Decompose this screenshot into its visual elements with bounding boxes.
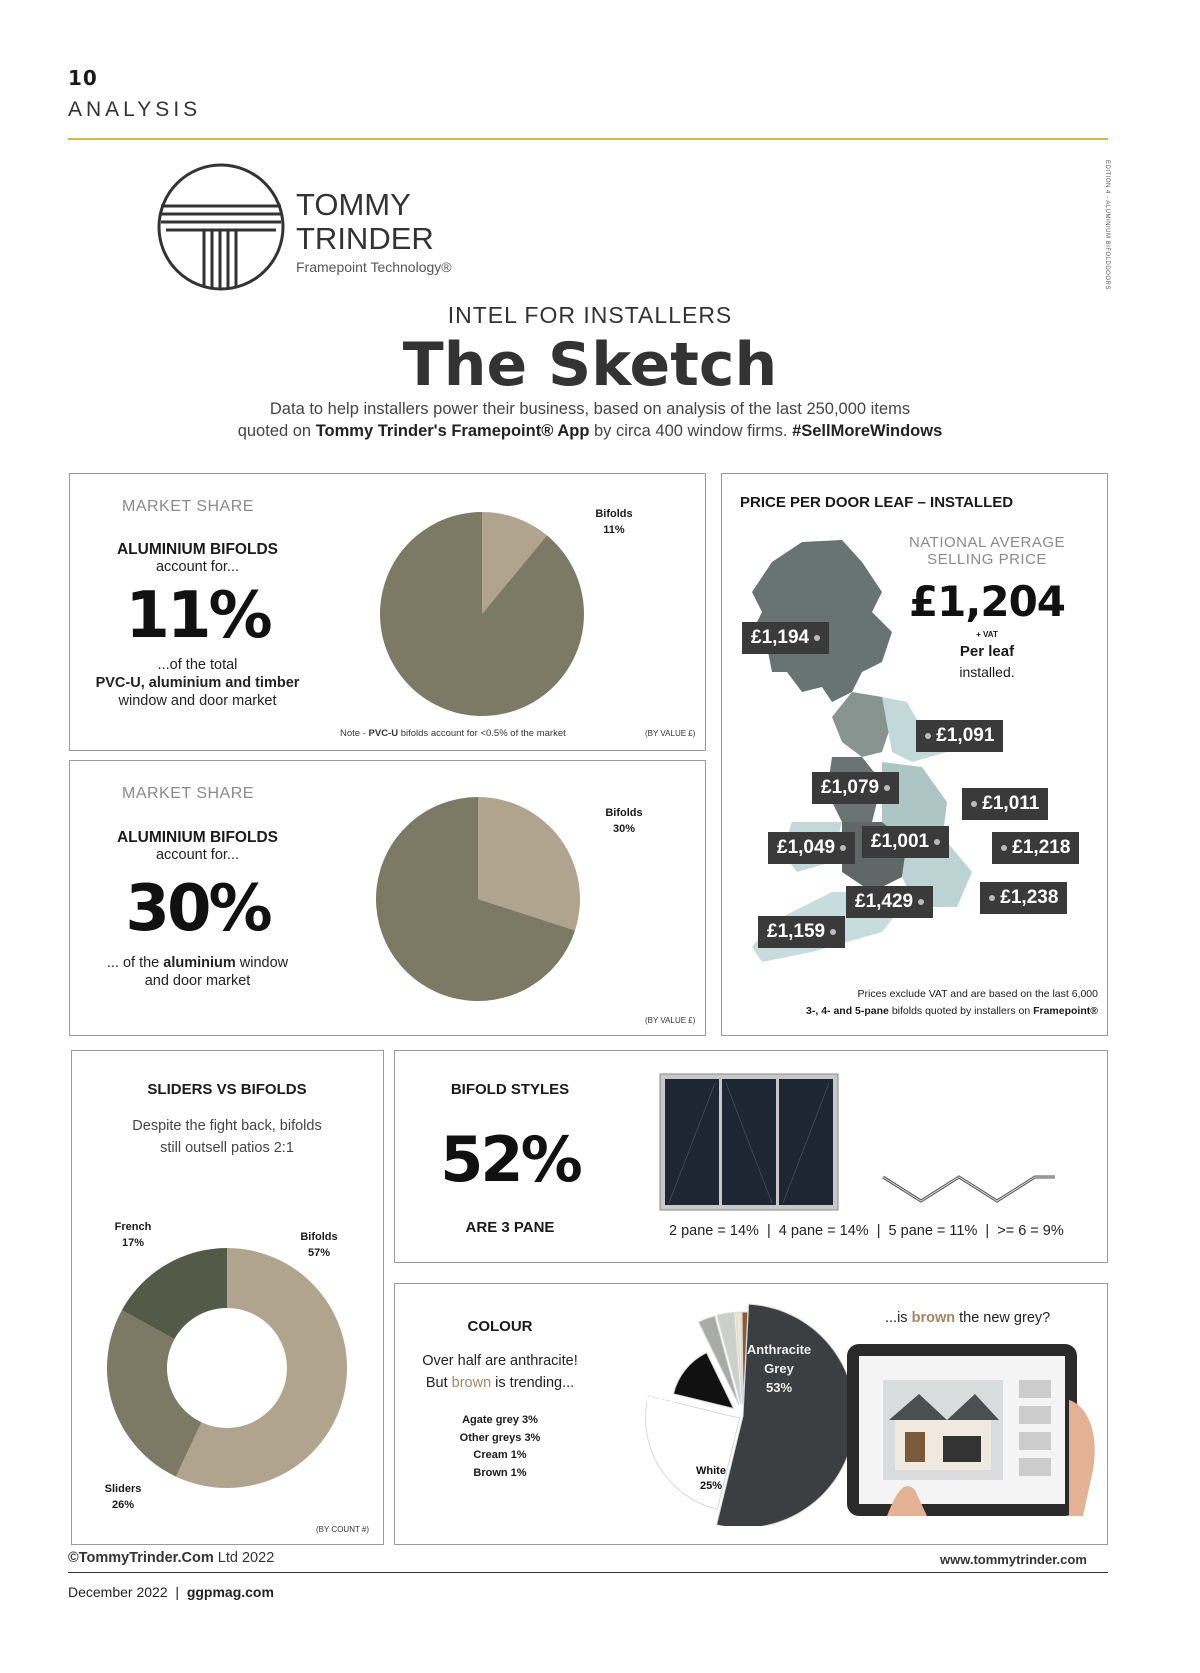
price-tag-south-west: [758, 916, 845, 948]
line-1: ...of the total: [157, 657, 238, 673]
panel-label: MARKET SHARE: [122, 785, 254, 802]
copyright: [68, 1550, 274, 1566]
logo-line-2: TRINDER: [296, 221, 434, 256]
colour-list-item: Other greys 3%: [459, 1431, 541, 1444]
pin-dot-icon: [918, 899, 924, 905]
intro-app-name: Tommy Trinder's Framepoint® App: [315, 422, 590, 440]
price-map-note: [742, 986, 1098, 1020]
pin-dot-icon: [934, 839, 940, 845]
note-part: bifolds account for <0.5% of the market: [398, 728, 566, 739]
label-name: French: [114, 1221, 152, 1233]
bifolds-slice-label: [582, 506, 646, 538]
national-average: [882, 534, 1092, 680]
price-map-panel: [721, 473, 1108, 1036]
note-bold: 3-, 4- and 5-pane: [806, 1005, 889, 1017]
line-2: and door market: [144, 973, 251, 989]
bifolds-slice-label: [592, 805, 656, 837]
big-value: 30%: [125, 872, 270, 946]
issue-date: [68, 1584, 274, 1600]
market-share-panel-1: [69, 473, 706, 751]
label-value: 26%: [111, 1499, 135, 1511]
price-value: £1,159: [767, 921, 826, 942]
account-for: account for...: [155, 847, 240, 863]
note-bold: Framepoint®: [1033, 1005, 1098, 1017]
price-value: £1,011: [982, 793, 1040, 814]
market-share-text: [80, 541, 315, 709]
account-for: account for...: [155, 559, 240, 575]
sub-part: is trending...: [491, 1375, 575, 1391]
line-part: ... of the: [106, 955, 164, 971]
label-line: Anthracite: [746, 1342, 812, 1357]
price-value: £1,001: [871, 831, 930, 852]
sliders-donut-chart: [104, 1245, 350, 1491]
logo-line-1: TOMMY: [296, 187, 411, 222]
label-line: Grey: [764, 1361, 794, 1376]
brown-highlight: brown: [911, 1310, 956, 1326]
price-tag-scotland: [742, 622, 829, 654]
price-value: £1,218: [1012, 837, 1071, 858]
folding-plan-icon: [879, 1169, 1061, 1209]
pvcu-note: [340, 728, 566, 739]
colour-list-item: Cream 1%: [473, 1449, 527, 1461]
panel-subtitle: [72, 1115, 382, 1159]
slice-value: 11%: [603, 524, 625, 536]
big-value: 52%: [440, 1123, 580, 1196]
panel-title: COLOUR: [467, 1318, 533, 1335]
by-value-note: (BY VALUE £): [645, 729, 696, 738]
logo-subtitle: Framepoint Technology®: [296, 259, 452, 275]
note-line-1: Prices exclude VAT and are based on the last 6,000: [857, 988, 1098, 1000]
panel-subtitle: ARE 3 PANE: [465, 1219, 555, 1236]
market-share-panel-2: [69, 760, 706, 1036]
pin-dot-icon: [971, 801, 977, 807]
tablet-app-icon: [843, 1340, 1105, 1530]
slice-name: Bifolds: [605, 807, 643, 819]
market-share-pie-1: [374, 506, 590, 722]
copyright-year: Ltd 2022: [213, 1550, 275, 1566]
slice-name: Bifolds: [595, 508, 633, 520]
price-value: £1,238: [1000, 887, 1059, 908]
national-price: £1,204: [908, 577, 1066, 626]
label-name: Sliders: [104, 1483, 142, 1495]
intro-line-2: [0, 420, 1180, 442]
black-label: [631, 1394, 691, 1424]
pin-dot-icon: [925, 733, 931, 739]
intro-part: by circa 400 window firms.: [589, 422, 793, 440]
price-value: £1,429: [855, 891, 914, 912]
date-text: December 2022 |: [68, 1584, 187, 1600]
colour-list-item: Agate grey 3%: [462, 1414, 538, 1426]
panel-subtitle: [395, 1350, 605, 1394]
big-value: 11%: [125, 579, 270, 653]
per-leaf: Per leaf: [959, 643, 1015, 660]
price-value: £1,049: [777, 837, 836, 858]
by-value-note: (BY VALUE £): [645, 1016, 696, 1025]
price-tag-north-west: [812, 772, 899, 804]
line-1: [80, 955, 315, 971]
price-tag-wales: [768, 832, 855, 864]
sliders-label: [98, 1481, 148, 1513]
by-count-note: (BY COUNT #): [316, 1525, 370, 1534]
kicker: INTEL FOR INSTALLERS: [447, 302, 733, 328]
installed: installed.: [959, 664, 1015, 680]
q-part: ...is: [885, 1310, 912, 1326]
pin-dot-icon: [989, 895, 995, 901]
pin-dot-icon: [884, 785, 890, 791]
footer-rule: [68, 1572, 1108, 1573]
intro-line-1: Data to help installers power their business, based on analysis of the last 250,000 items: [269, 400, 911, 418]
label-value: 53%: [765, 1380, 793, 1395]
brown-highlight: brown: [451, 1375, 492, 1391]
header-rule: [68, 138, 1108, 140]
intro-hashtag: #SellMoreWindows: [792, 422, 943, 440]
note-bold: PVC-U: [368, 728, 399, 739]
sub-line-1: Over half are anthracite!: [422, 1353, 578, 1369]
brown-question: [885, 1310, 1050, 1326]
nat-label-2: SELLING PRICE: [927, 551, 1047, 568]
pie-slice-other: [380, 512, 584, 716]
pane-breakdown: 2 pane = 14% | 4 pane = 14% | 5 pane = 11% | >= 6 = 9%: [669, 1223, 1064, 1239]
note-part: Note -: [340, 728, 369, 739]
subject: ALUMINIUM BIFOLDS: [116, 829, 278, 846]
panel-title: PRICE PER DOOR LEAF – INSTALLED: [740, 494, 1014, 511]
note-part: bifolds quoted by installers on: [888, 1005, 1034, 1017]
page-number: 10: [68, 66, 98, 90]
subject: ALUMINIUM BIFOLDS: [116, 541, 278, 558]
price-value: £1,194: [751, 627, 810, 648]
sliders-vs-bifolds-panel: [71, 1050, 384, 1545]
panel-label: MARKET SHARE: [122, 498, 254, 515]
price-tag-midlands: [862, 826, 949, 858]
label-value: 17%: [121, 1237, 145, 1249]
intro-text: [0, 398, 1180, 442]
colour-list-item: Brown 1%: [473, 1466, 527, 1479]
label-line: Black: [646, 1395, 676, 1407]
price-tag-south-east: [980, 882, 1067, 914]
panel-title: SLIDERS VS BIFOLDS: [147, 1081, 307, 1098]
sub-line-2: still outsell patios 2:1: [160, 1140, 294, 1156]
note-line-2: [742, 1003, 1098, 1020]
edition-note: EDITION 4 - ALUMINIUM BIFOLDDOORS: [1104, 160, 1110, 290]
price-value: £1,091: [936, 725, 995, 746]
price-tag-south-central: [846, 886, 933, 918]
intro-part: quoted on: [237, 422, 316, 440]
anthracite-label: [729, 1340, 829, 1397]
price-tag-east: [992, 832, 1079, 864]
colour-list: [395, 1412, 605, 1482]
sub-part: But: [425, 1375, 452, 1391]
page-title: The Sketch: [402, 330, 778, 400]
market-share-text: [80, 829, 315, 989]
label-line: White: [696, 1465, 726, 1477]
market-share-pie-2: [370, 791, 586, 1007]
label-value: 25%: [699, 1480, 723, 1492]
price-tag-yorkshire: [962, 788, 1048, 820]
magazine-link[interactable]: ggpmag.com: [186, 1584, 274, 1600]
line-2: PVC-U, aluminium and timber: [95, 675, 300, 691]
panel-title: BIFOLD STYLES: [450, 1081, 570, 1098]
colour-panel: [394, 1283, 1108, 1545]
three-pane-door-icon: [659, 1073, 839, 1211]
section-title: ANALYSIS: [68, 98, 202, 121]
label-value: 57%: [307, 1247, 331, 1259]
pie-slice-sliders: [107, 1310, 201, 1476]
price-value: £1,079: [821, 777, 880, 798]
label-value: 14%: [649, 1410, 673, 1422]
copyright-brand: ©TommyTrinder.Com: [68, 1550, 214, 1566]
bifold-styles-panel: [394, 1050, 1108, 1263]
slice-value: 30%: [612, 823, 636, 835]
label-name: Bifolds: [300, 1231, 338, 1243]
sub-line-2: [395, 1372, 605, 1394]
sub-line-1: Despite the fight back, bifolds: [132, 1118, 322, 1134]
pin-dot-icon: [840, 845, 846, 851]
price-tag-north-east: [916, 720, 1003, 752]
q-part: the new grey?: [955, 1310, 1051, 1326]
nat-label-1: NATIONAL AVERAGE: [908, 534, 1066, 551]
vat-note: + VAT: [976, 630, 998, 639]
pin-dot-icon: [1001, 845, 1007, 851]
line-part: window: [235, 955, 289, 971]
tommy-trinder-logo-icon: [156, 162, 286, 292]
pin-dot-icon: [814, 635, 820, 641]
white-label: [681, 1464, 741, 1494]
pin-dot-icon: [830, 929, 836, 935]
website-link[interactable]: www.tommytrinder.com: [940, 1552, 1087, 1567]
line-3: window and door market: [118, 693, 277, 709]
line-bold: aluminium: [163, 955, 236, 971]
